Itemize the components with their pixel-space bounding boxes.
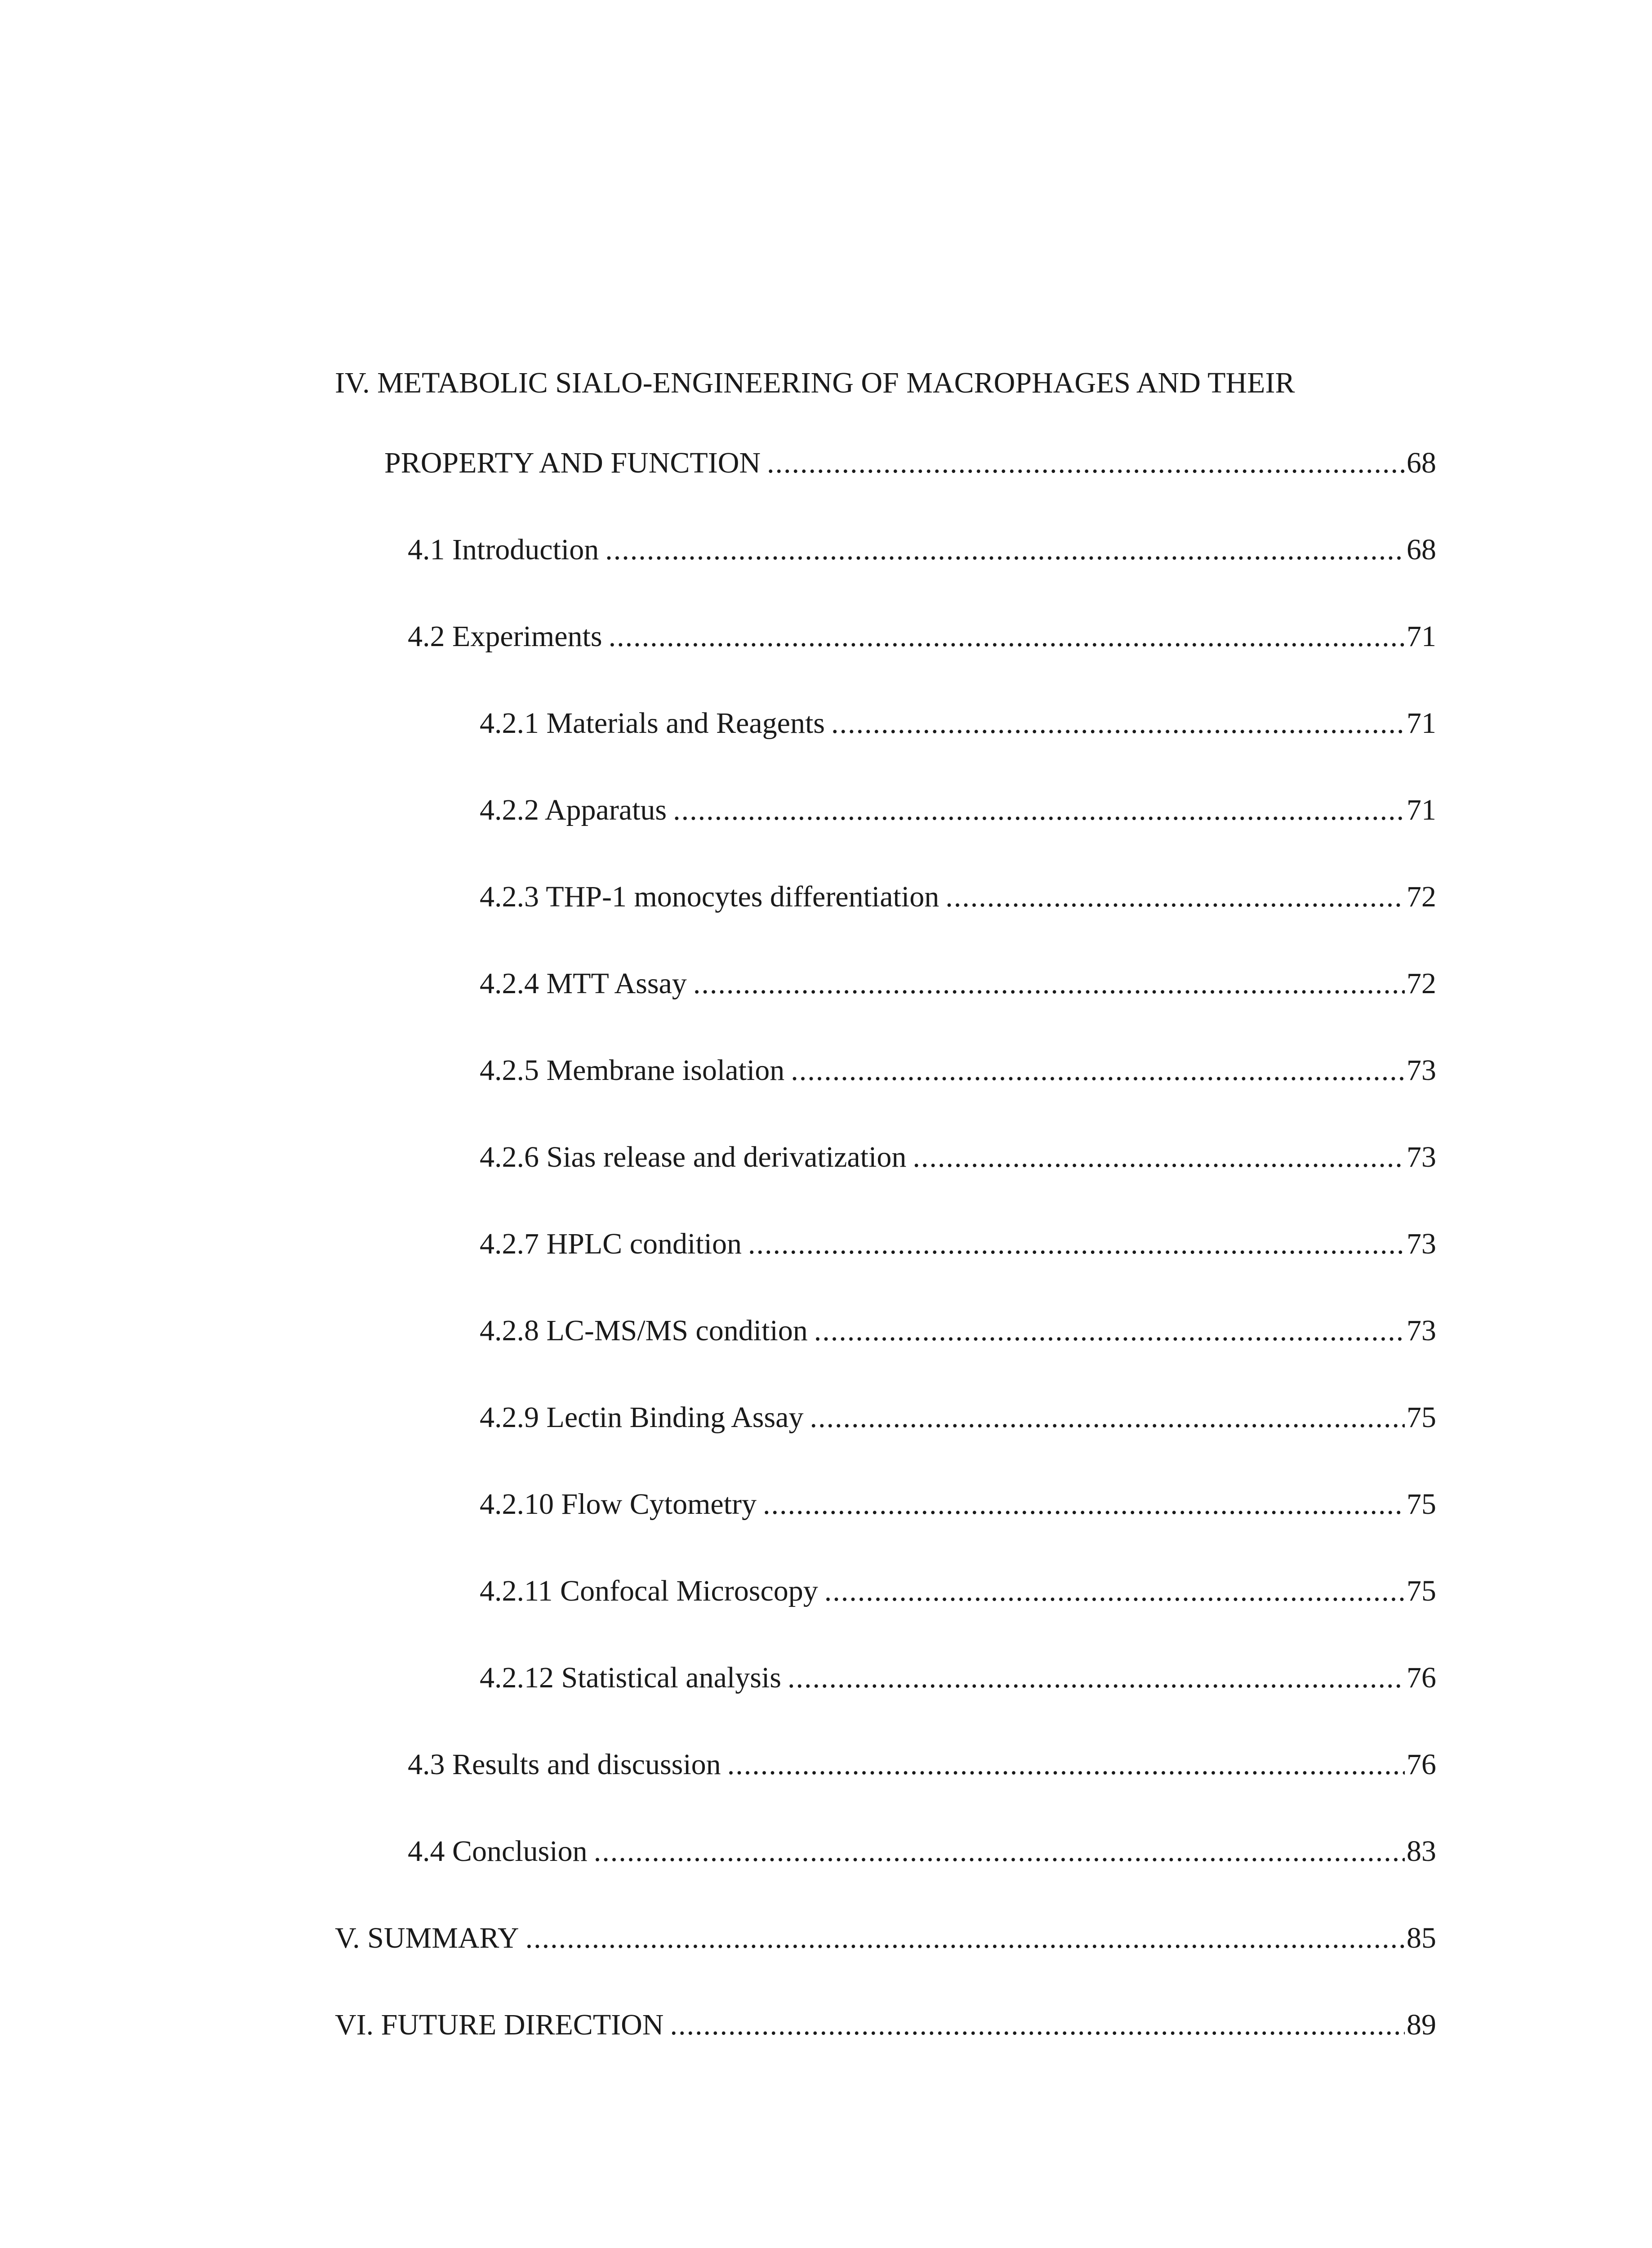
toc-entry-label: 4.3 Results and discussion — [408, 1748, 721, 1781]
toc-page-number: 75 — [1407, 1401, 1436, 1434]
toc-entry-4-2-11[interactable] — [480, 1573, 1436, 1609]
dot-leader — [670, 2007, 1405, 2043]
toc-entry-label: 4.2.10 Flow Cytometry — [480, 1488, 757, 1521]
toc-entry-4-2-2[interactable] — [480, 792, 1436, 828]
toc-page-number: 76 — [1407, 1661, 1436, 1694]
toc-entry-4-4[interactable] — [408, 1833, 1436, 1869]
toc-entry-chapter-iv[interactable] — [384, 445, 1436, 481]
dot-leader — [609, 619, 1405, 655]
toc-entry-4-2-10[interactable] — [480, 1486, 1436, 1522]
dot-leader — [945, 879, 1405, 915]
toc-page-number: 72 — [1407, 880, 1436, 913]
toc-entry-4-2-12[interactable] — [480, 1660, 1436, 1696]
toc-page-number: 72 — [1407, 967, 1436, 1000]
dot-leader — [810, 1400, 1405, 1436]
dot-leader — [525, 1920, 1405, 1956]
toc-entry-label: 4.2.7 HPLC condition — [480, 1227, 742, 1260]
toc-entry-4-1[interactable] — [408, 532, 1436, 568]
toc-entry-chapter-vi[interactable] — [335, 2007, 1436, 2043]
toc-entry-chapter-v[interactable] — [335, 1920, 1436, 1956]
toc-entry-label: VI. FUTURE DIRECTION — [335, 2008, 664, 2041]
toc-entry-label: 4.2.1 Materials and Reagents — [480, 707, 825, 740]
dot-leader — [693, 966, 1405, 1002]
dot-leader — [727, 1747, 1405, 1783]
toc-entry-4-3[interactable] — [408, 1747, 1436, 1783]
toc-entry-label: 4.1 Introduction — [408, 533, 599, 566]
toc-page-number: 73 — [1407, 1227, 1436, 1260]
dot-leader — [824, 1573, 1405, 1609]
dot-leader — [594, 1833, 1405, 1869]
toc-entry-4-2-7[interactable] — [480, 1226, 1436, 1262]
toc-page-number: 73 — [1407, 1141, 1436, 1173]
toc-chapter-heading: IV. METABOLIC SIALO-ENGINEERING OF MACROPHAGES AND THEIR — [335, 366, 1295, 399]
dot-leader — [763, 1486, 1405, 1522]
toc-page-number: 76 — [1407, 1748, 1436, 1781]
toc-entry-label: 4.2.8 LC-MS/MS condition — [480, 1314, 808, 1347]
dot-leader — [913, 1139, 1405, 1175]
toc-page-number: 75 — [1407, 1574, 1436, 1607]
toc-entry-label: 4.2.5 Membrane isolation — [480, 1054, 785, 1087]
dot-leader — [605, 532, 1405, 568]
toc-page-number: 68 — [1407, 446, 1436, 479]
toc-entry-label: 4.2.11 Confocal Microscopy — [480, 1574, 818, 1607]
toc-entry-4-2-9[interactable] — [480, 1400, 1436, 1436]
dot-leader — [831, 705, 1405, 741]
toc-entry-label: 4.4 Conclusion — [408, 1835, 588, 1868]
toc-page-number: 89 — [1407, 2008, 1436, 2041]
toc-entry-label: 4.2.2 Apparatus — [480, 794, 667, 826]
toc-entry-label: 4.2.6 Sias release and derivatization — [480, 1141, 907, 1173]
toc-page-number: 71 — [1407, 794, 1436, 826]
toc-entry-label: PROPERTY AND FUNCTION — [384, 446, 761, 479]
toc-page-number: 73 — [1407, 1054, 1436, 1087]
toc-entry-4-2[interactable] — [408, 619, 1436, 655]
toc-page-number: 71 — [1407, 620, 1436, 653]
toc-entry-label: V. SUMMARY — [335, 1922, 519, 1954]
toc-entry-4-2-4[interactable] — [480, 966, 1436, 1002]
toc-page-number: 71 — [1407, 707, 1436, 740]
toc-page-number: 75 — [1407, 1488, 1436, 1521]
toc-entry-label: 4.2.3 THP-1 monocytes differentiation — [480, 880, 940, 913]
dot-leader — [788, 1660, 1405, 1696]
toc-entry-label: 4.2 Experiments — [408, 620, 602, 653]
toc-page-number: 73 — [1407, 1314, 1436, 1347]
toc-entry-4-2-5[interactable] — [480, 1053, 1436, 1088]
dot-leader — [673, 792, 1405, 828]
toc-entry-4-2-1[interactable] — [480, 705, 1436, 741]
toc-entry-4-2-3[interactable] — [480, 879, 1436, 915]
toc-entry-label: 4.2.4 MTT Assay — [480, 967, 687, 1000]
toc-entry-label: 4.2.12 Statistical analysis — [480, 1661, 781, 1694]
dot-leader — [791, 1053, 1405, 1088]
toc-page-number: 85 — [1407, 1922, 1436, 1954]
toc-page-number: 68 — [1407, 533, 1436, 566]
dot-leader — [814, 1313, 1405, 1349]
toc-entry-4-2-6[interactable] — [480, 1139, 1436, 1175]
dot-leader — [748, 1226, 1405, 1262]
toc-page-number: 83 — [1407, 1835, 1436, 1868]
dot-leader — [767, 445, 1405, 481]
toc-entry-4-2-8[interactable] — [480, 1313, 1436, 1349]
toc-entry-label: 4.2.9 Lectin Binding Assay — [480, 1401, 804, 1434]
